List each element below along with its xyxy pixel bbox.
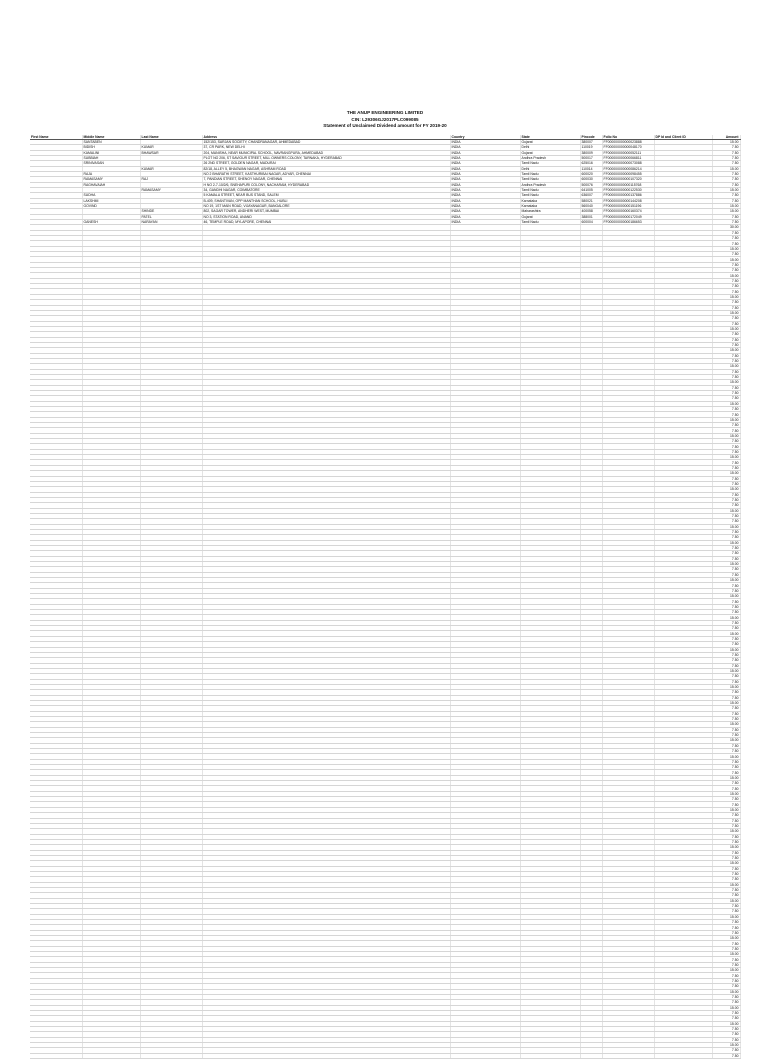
cell-address: NO 2 BHARATHI STREET, KASTHURIBAI NAGAR, ADYAR, CHENNAI [202, 171, 450, 176]
company-name: THE ANUP ENGINEERING LIMITED [346, 110, 424, 115]
cell-amount: 7.50 [712, 599, 740, 604]
cell-amount: 7.50 [712, 973, 740, 978]
cell-amount: 7.50 [712, 711, 740, 716]
unclaimed-dividend-table [30, 135, 741, 1059]
cell-amount: 7.50 [712, 978, 740, 983]
cell-amount: 7.50 [712, 161, 740, 166]
cell-amount: 7.50 [712, 407, 740, 412]
cell-country: INDIA [450, 187, 520, 192]
cell-amount: 7.50 [712, 866, 740, 871]
cell-amount: 7.50 [712, 268, 740, 273]
cell-address: NO 3, STATION ROAD, ANAND [202, 214, 450, 219]
cell-pincode: 388001 [580, 214, 602, 219]
cell-amount: 15.00 [712, 1005, 740, 1010]
cell-amount: 7.50 [712, 658, 740, 663]
cell-amount: 7.50 [712, 716, 740, 721]
cell-amount: 7.50 [712, 642, 740, 647]
cell-amount: 15.00 [712, 1042, 740, 1047]
cell-amount: 7.50 [712, 556, 740, 561]
column-header: First Name [30, 135, 82, 140]
cell-amount: 7.50 [712, 962, 740, 967]
cell-pincode: 380009 [580, 150, 602, 155]
cell-middle-name: KAMALINI [82, 150, 140, 155]
cell-state: Karnataka [520, 203, 580, 208]
cell-amount: 7.50 [712, 481, 740, 486]
cell-amount: 7.50 [712, 220, 740, 225]
cell-amount: 7.50 [712, 177, 740, 182]
cell-amount: 7.50 [712, 765, 740, 770]
cell-amount: 15.00 [712, 257, 740, 262]
cell-amount: 15.00 [712, 898, 740, 903]
cell-amount: 7.50 [712, 695, 740, 700]
cell-country: INDIA [450, 150, 520, 155]
cell-country: INDIA [450, 161, 520, 166]
cell-address: 37, CR PARK, NEW DELHI [202, 145, 450, 150]
cell-folio-no: FF000000000000160374 [602, 209, 654, 214]
cell-address: 46, TEMPLE ROAD, MYLAPORE, CHENNAI [202, 220, 450, 225]
cell-address: 152/153, SARJAN SOCIETY, CHANDRANAGAR, AHMEDABAD [202, 139, 450, 144]
cell-country: INDIA [450, 171, 520, 176]
cell-amount: 7.50 [712, 337, 740, 342]
cell-amount: 7.50 [712, 663, 740, 668]
cell-amount: 15.00 [712, 594, 740, 599]
cell-folio-no: FF000000000000172049 [602, 214, 654, 219]
cell-middle-name: RAMASAMY [82, 177, 140, 182]
cell-amount: 7.50 [712, 145, 740, 150]
cell-amount: 7.50 [712, 428, 740, 433]
cell-amount: 7.50 [712, 727, 740, 732]
cell-amount: 7.50 [712, 957, 740, 962]
cell-amount: 7.50 [712, 492, 740, 497]
cell-pincode: 600030 [580, 177, 602, 182]
cell-middle-name: LAKSHMI [82, 198, 140, 203]
cell-amount: 7.50 [712, 193, 740, 198]
cell-amount: 7.50 [712, 770, 740, 775]
cell-last-name [140, 1053, 202, 1058]
cell-folio-no: FF000000000000137886 [602, 193, 654, 198]
cell-amount: 15.00 [712, 968, 740, 973]
cell-amount: 7.50 [712, 930, 740, 935]
cell-amount: 7.50 [712, 706, 740, 711]
cell-address: PLOT NO 206, ST SAVIOUR STREET, MILL OWNERS COLONY, TARNAKA, HYDERABAD [202, 155, 450, 160]
cell-amount: 7.50 [712, 182, 740, 187]
cell-amount: 7.50 [712, 690, 740, 695]
cell-pincode: 110019 [580, 145, 602, 150]
cell-amount: 7.50 [712, 674, 740, 679]
cell-amount: 15.00 [712, 775, 740, 780]
cell-pincode: 110014 [580, 166, 602, 171]
cell-amount: 7.50 [712, 749, 740, 754]
cell-amount: 7.50 [712, 925, 740, 930]
cell-amount: 7.50 [712, 444, 740, 449]
company-cin: CIN: L29306GJ2017PLC099085 [351, 116, 419, 122]
cell-amount: 7.50 [712, 994, 740, 999]
cell-amount: 7.50 [712, 439, 740, 444]
cell-middle-name: BIDISH [82, 145, 140, 150]
cell-last-name: NARAYAN [140, 220, 202, 225]
cell-country: INDIA [450, 166, 520, 171]
cell-folio-no: FF000000000000052111 [602, 150, 654, 155]
cell-folio-no: FF000000000000144208 [602, 198, 654, 203]
cell-state: Delhi [520, 145, 580, 150]
cell-state: Gujarat [520, 139, 580, 144]
cell-amount: 15.00 [712, 348, 740, 353]
cell-middle-name: GANESH [82, 220, 140, 225]
cell-address: NO 19, 1ST MAIN ROAD, VIJAYANAGAR, BANGALORE [202, 203, 450, 208]
cell-amount: 7.50 [712, 236, 740, 241]
cell-pincode: 400058 [580, 209, 602, 214]
cell-amount: 15.00 [712, 700, 740, 705]
cell-amount: 15.00 [712, 952, 740, 957]
table-body [30, 139, 740, 1058]
cell-country: INDIA [450, 177, 520, 182]
cell-amount: 7.50 [712, 412, 740, 417]
cell-amount: 15.00 [712, 1021, 740, 1026]
cell-amount: 7.50 [712, 385, 740, 390]
column-header: Folio No [602, 135, 654, 140]
cell-folio-no: FF000000000000107320 [602, 177, 654, 182]
cell-amount: 7.50 [712, 300, 740, 305]
cell-state: Andhra Pradesh [520, 155, 580, 160]
cell-pincode: 636007 [580, 193, 602, 198]
cell-amount: 7.50 [712, 353, 740, 358]
cell-amount: 7.50 [712, 839, 740, 844]
cell-amount: 15.00 [712, 203, 740, 208]
column-header: Amount [712, 135, 740, 140]
cell-amount: 7.50 [712, 545, 740, 550]
cell-address: 34, GANDHI NAGAR, COIMBATORE [202, 187, 450, 192]
cell-amount: 15.00 [712, 364, 740, 369]
cell-amount: 15.00 [712, 647, 740, 652]
cell-pincode: 500076 [580, 182, 602, 187]
cell-pincode: 600020 [580, 171, 602, 176]
cell-amount: 7.50 [712, 358, 740, 363]
cell-amount: 7.50 [712, 476, 740, 481]
cell-state: Gujarat [520, 214, 580, 219]
cell-country: INDIA [450, 193, 520, 198]
cell-amount: 7.50 [712, 535, 740, 540]
cell-amount: 7.50 [712, 305, 740, 310]
cell-amount: 7.50 [712, 941, 740, 946]
cell-amount: 7.50 [712, 214, 740, 219]
cell-pincode: 600004 [580, 220, 602, 225]
cell-amount: 7.50 [712, 920, 740, 925]
cell-folio-no: FF000000000000115768 [602, 182, 654, 187]
cell-last-name: SHINDE [140, 209, 202, 214]
cell-amount: 15.00 [712, 738, 740, 743]
cell-amount: 7.50 [712, 529, 740, 534]
cell-amount: 7.50 [712, 626, 740, 631]
cell-amount: 7.50 [712, 150, 740, 155]
cell-amount: 7.50 [712, 513, 740, 518]
cell-amount: 7.50 [712, 342, 740, 347]
cell-amount: 7.50 [712, 519, 740, 524]
cell-last-name: BHAWSAR [140, 150, 202, 155]
cell-amount: 15.00 [712, 668, 740, 673]
cell-amount: 15.00 [712, 631, 740, 636]
cell-address: 82/18, ALLEY 5, BHAGWAN NAGAR, ASHRAM ROAD [202, 166, 450, 171]
cell-amount: 7.50 [712, 171, 740, 176]
cell-amount: 7.50 [712, 1037, 740, 1042]
cell-amount: 15.00 [712, 524, 740, 529]
cell-amount: 15.00 [712, 294, 740, 299]
cell-state: Gujarat [520, 150, 580, 155]
cell-amount: 7.50 [712, 155, 740, 160]
cell-amount: 7.50 [712, 802, 740, 807]
cell-folio-no: FF000000000000023888 [602, 139, 654, 144]
cell-amount: 15.00 [712, 540, 740, 545]
cell-address: 802, SAGAR TOWER, ANDHERI WEST, MUMBAI [202, 209, 450, 214]
cell-country: INDIA [450, 203, 520, 208]
cell-amount: 7.50 [712, 321, 740, 326]
cell-last-name: KUMAR [140, 145, 202, 150]
cell-amount: 15.00 [712, 487, 740, 492]
cell-folio-no [602, 1053, 654, 1058]
cell-folio-no: FF000000000000151196 [602, 203, 654, 208]
cell-amount: 15.00 [712, 209, 740, 214]
cell-address: 26 2ND STREET, GOLDEN NAGAR, MADURAI [202, 161, 450, 166]
cell-amount: 7.50 [712, 497, 740, 502]
cell-middle-name: RAGHAVAIAH [82, 182, 140, 187]
cell-amount: 7.50 [712, 289, 740, 294]
cell-last-name: PATEL [140, 214, 202, 219]
cell-address: 204, MANISHA, NEAR MUNICIPAL SCHOOL, NAVRANGPURA, AHMEDABAD [202, 150, 450, 155]
cell-state: Maharashtra [520, 209, 580, 214]
cell-amount: 7.50 [712, 252, 740, 257]
cell-country: INDIA [450, 145, 520, 150]
cell-amount: 15.00 [712, 246, 740, 251]
cell-country: INDIA [450, 198, 520, 203]
cell-amount: 7.50 [712, 391, 740, 396]
cell-amount: 7.50 [712, 1026, 740, 1031]
cell-amount: 7.50 [712, 620, 740, 625]
cell-amount: 7.50 [712, 583, 740, 588]
cell-state: Tamil Nadu [520, 171, 580, 176]
cell-amount: 7.50 [712, 449, 740, 454]
cell-amount: 7.50 [712, 374, 740, 379]
cell-amount: 7.50 [712, 877, 740, 882]
cell-amount: 7.50 [712, 588, 740, 593]
cell-middle-name: SANTABEN [82, 139, 140, 144]
column-header: Country [450, 135, 520, 140]
cell-country [450, 1053, 520, 1058]
cell-amount: 7.50 [712, 572, 740, 577]
cell-amount: 7.50 [712, 604, 740, 609]
cell-amount: 15.00 [712, 508, 740, 513]
cell-amount: 7.50 [712, 652, 740, 657]
cell-amount: 7.50 [712, 855, 740, 860]
cell-amount: 7.50 [712, 733, 740, 738]
column-header: DP Id and Client ID [654, 135, 712, 140]
cell-country: INDIA [450, 214, 520, 219]
cell-amount: 15.00 [712, 936, 740, 941]
cell-amount: 15.00 [712, 310, 740, 315]
cell-folio-no: FF000000000000122530 [602, 187, 654, 192]
cell-amount: 7.50 [712, 369, 740, 374]
cell-amount: 7.50 [712, 1000, 740, 1005]
cell-amount: 7.50 [712, 262, 740, 267]
cell-first-name [30, 1053, 82, 1058]
cell-middle-name: RAJA [82, 171, 140, 176]
cell-amount: 7.50 [712, 316, 740, 321]
cell-amount: 15.00 [712, 989, 740, 994]
cell-amount: 15.00 [712, 882, 740, 887]
cell-state: Andhra Pradesh [520, 182, 580, 187]
cell-amount: 7.50 [712, 887, 740, 892]
cell-pincode: 580021 [580, 198, 602, 203]
column-header: Address [202, 135, 450, 140]
cell-pincode: 500017 [580, 155, 602, 160]
cell-amount: 7.50 [712, 1016, 740, 1021]
cell-amount: 7.50 [712, 679, 740, 684]
cell-amount: 7.50 [712, 984, 740, 989]
cell-folio-no: FF000000000000186653 [602, 220, 654, 225]
cell-address: 5 KAMALA STREET, NEAR BUS STAND, SALEM [202, 193, 450, 198]
cell-amount: 7.50 [712, 1048, 740, 1053]
cell-amount: 7.50 [712, 871, 740, 876]
column-header: Last Name [140, 135, 202, 140]
cell-state: Karnataka [520, 198, 580, 203]
column-header: State [520, 135, 580, 140]
cell-folio-no: FF000000000000073088 [602, 161, 654, 166]
cell-folio-no: FF000000000000098455 [602, 171, 654, 176]
cell-amount: 7.50 [712, 850, 740, 855]
cell-amount: 7.50 [712, 813, 740, 818]
table-row [30, 1053, 740, 1058]
column-header: Middle Name [82, 135, 140, 140]
cell-amount: 7.50 [712, 797, 740, 802]
cell-amount: 15.00 [712, 471, 740, 476]
document-header [30, 110, 740, 130]
cell-amount: 15.00 [712, 914, 740, 919]
cell-amount: 7.50 [712, 1010, 740, 1015]
cell-state: Tamil Nadu [520, 187, 580, 192]
statement-title: Statement of Unclaimed Dividend amount for FY 2019-20 [323, 123, 447, 128]
cell-last-name: KUMAR [140, 166, 202, 171]
cell-amount: 15.00 [712, 562, 740, 567]
cell-amount: 7.50 [712, 198, 740, 203]
cell-amount: 7.50 [712, 1032, 740, 1037]
cell-amount: 7.50 [712, 567, 740, 572]
cell-amount: 7.50 [712, 241, 740, 246]
cell-amount: 7.50 [712, 1053, 740, 1058]
cell-state: Delhi [520, 166, 580, 171]
cell-amount: 7.50 [712, 759, 740, 764]
cell-amount: 7.50 [712, 946, 740, 951]
cell-pincode: 380007 [580, 139, 602, 144]
cell-last-name: RAMASAMY [140, 187, 202, 192]
cell-amount: 7.50 [712, 465, 740, 470]
cell-dp-client-id [654, 1053, 712, 1058]
cell-amount: 15.00 [712, 326, 740, 331]
cell-amount: 15.00 [712, 166, 740, 171]
cell-address: H NO 2-7-10/2/6, SNEHAPURI COLONY, NACHARAM, HYDERABAD [202, 182, 450, 187]
cell-middle-name: SUBBIAH [82, 155, 140, 160]
cell-amount: 7.50 [712, 834, 740, 839]
cell-amount: 15.00 [712, 433, 740, 438]
cell-middle-name: SRINIVASAN [82, 161, 140, 166]
cell-state [520, 1053, 580, 1058]
cell-folio-no: FF000000000000086214 [602, 166, 654, 171]
cell-amount: 7.50 [712, 460, 740, 465]
cell-amount: 7.50 [712, 786, 740, 791]
cell-amount: 7.50 [712, 423, 740, 428]
cell-amount: 7.50 [712, 909, 740, 914]
cell-amount: 7.50 [712, 551, 740, 556]
cell-pincode: 560040 [580, 203, 602, 208]
cell-amount: 15.00 [712, 845, 740, 850]
cell-amount: 15.00 [712, 417, 740, 422]
cell-amount: 15.00 [712, 578, 740, 583]
cell-pincode: 625016 [580, 161, 602, 166]
cell-folio-no: FF000000000000048170 [602, 145, 654, 150]
cell-amount: 15.00 [712, 139, 740, 144]
cell-pincode: 641005 [580, 187, 602, 192]
cell-amount: 15.00 [712, 754, 740, 759]
cell-amount: 7.50 [712, 332, 740, 337]
cell-country: INDIA [450, 155, 520, 160]
cell-amount: 7.50 [712, 743, 740, 748]
cell-amount: 7.50 [712, 503, 740, 508]
cell-country: INDIA [450, 220, 520, 225]
cell-amount: 30.00 [712, 225, 740, 230]
cell-amount: 7.50 [712, 823, 740, 828]
document-sheet [30, 110, 740, 1059]
cell-amount: 15.00 [712, 380, 740, 385]
cell-amount: 7.50 [712, 396, 740, 401]
cell-amount: 15.00 [712, 791, 740, 796]
cell-amount: 15.00 [712, 722, 740, 727]
cell-amount: 15.00 [712, 861, 740, 866]
cell-middle-name: GOVIND [82, 203, 140, 208]
cell-amount: 7.50 [712, 636, 740, 641]
cell-amount: 15.00 [712, 684, 740, 689]
cell-amount: 7.50 [712, 278, 740, 283]
cell-amount: 15.00 [712, 187, 740, 192]
cell-address: 7, PANDIAN STREET, SHENOY NAGAR, CHENNAI [202, 177, 450, 182]
column-header: Pincode [580, 135, 602, 140]
cell-state: Tamil Nadu [520, 220, 580, 225]
cell-amount: 15.00 [712, 455, 740, 460]
cell-amount: 15.00 [712, 615, 740, 620]
cell-state: Tamil Nadu [520, 177, 580, 182]
cell-last-name: RAJ [140, 177, 202, 182]
cell-amount: 7.50 [712, 230, 740, 235]
cell-address: B-409, SHANTIVAN, OPP MANTHAN SCHOOL, HUBLI [202, 198, 450, 203]
cell-amount: 15.00 [712, 273, 740, 278]
cell-amount: 7.50 [712, 904, 740, 909]
cell-amount: 7.50 [712, 818, 740, 823]
cell-country: INDIA [450, 139, 520, 144]
cell-amount: 7.50 [712, 284, 740, 289]
cell-country: INDIA [450, 209, 520, 214]
cell-middle-name: SUDHA [82, 193, 140, 198]
cell-country: INDIA [450, 182, 520, 187]
cell-address [202, 1053, 450, 1058]
cell-amount: 7.50 [712, 610, 740, 615]
cell-amount: 7.50 [712, 781, 740, 786]
cell-state: Tamil Nadu [520, 193, 580, 198]
cell-middle-name [82, 1053, 140, 1058]
cell-amount: 15.00 [712, 807, 740, 812]
cell-state: Tamil Nadu [520, 161, 580, 166]
cell-amount: 15.00 [712, 401, 740, 406]
cell-amount: 7.50 [712, 893, 740, 898]
cell-pincode [580, 1053, 602, 1058]
cell-amount: 15.00 [712, 829, 740, 834]
cell-folio-no: FF000000000000066811 [602, 155, 654, 160]
